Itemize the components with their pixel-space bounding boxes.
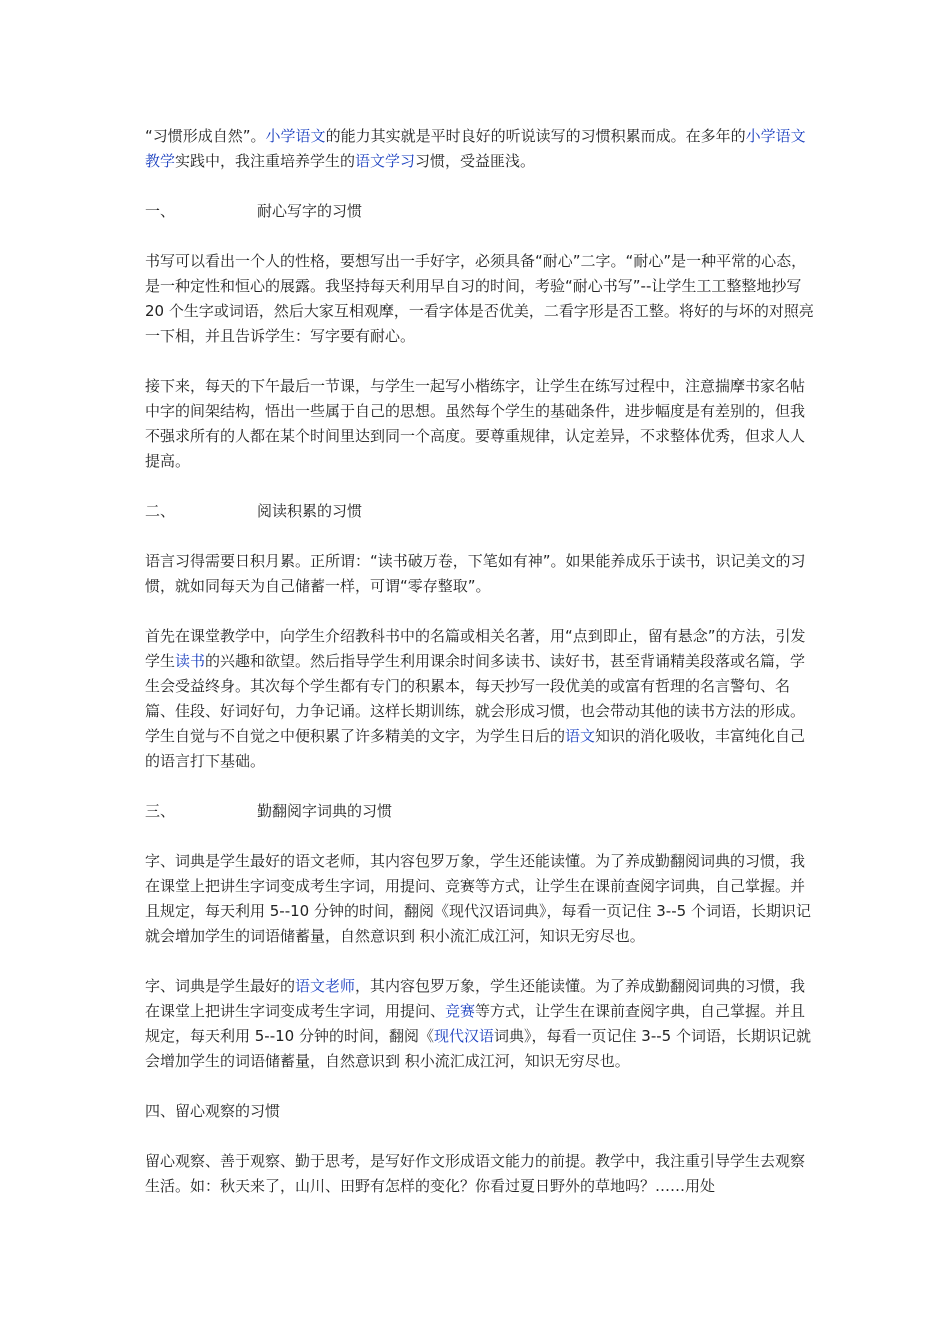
paragraph-6: 字、词典是学生最好的语文老师，其内容包罗万象，学生还能读懂。为了养成勤翻阅词典的习惯，我在课堂上把讲生字词变成考生字词，用提问、竞赛等方式，让学生在课前查阅字典，自己掌握。并且规定，每天利用 5--10 分钟的时间，翻阅《现代汉语词典》，每看一页记住 3--5 个词语，长期识记就会增加学生的词语储蓄量，自然意识到 积小流汇成江河，知识无穷尽也。 bbox=[145, 977, 811, 1070]
link-jingsai[interactable]: 竞赛 bbox=[445, 1002, 476, 1020]
paragraph-5: 字、词典是学生最好的语文老师，其内容包罗万象，学生还能读懂。为了养成勤翻阅词典的习惯，我在课堂上把讲生字词变成考生字词，用提问、竞赛等方式，让学生在课前查阅字词典，自己掌握。并且规定，每天利用 5--10 分钟的时间，翻阅《现代汉语词典》，每看一页记住 3--5 个词语，长期识记就会增加学生的词语储蓄量，自然意识到 积小流汇成江河，知识无穷尽也。 bbox=[145, 852, 811, 945]
paragraph-2: 接下来，每天的下午最后一节课，与学生一起写小楷练字，让学生在练写过程中，注意揣摩书家名帖中字的间架结构，悟出一些属于自己的思想。虽然每个学生的基础条件，进步幅度是有差别的，但我不强求所有的人都在某个时间里达到同一个高度。要尊重规律，认定差异，不求整体优秀，但求人人提高。 bbox=[145, 377, 806, 470]
intro-paragraph: “习惯形成自然”。小学语文的能力其实就是平时良好的听说读写的习惯积累而成。在多年的小学语文教学实践中，我注重培养学生的语文学习习惯，受益匪浅。 bbox=[145, 127, 806, 170]
link-xiaoxue-yuwen-jiaoxue[interactable]: 小学语文教学 bbox=[145, 127, 806, 170]
section-heading-4: 四、留心观察的习惯 bbox=[145, 1102, 281, 1120]
link-yuwen-xuexi[interactable]: 语文学习 bbox=[355, 152, 416, 170]
paragraph-3: 语言习得需要日积月累。正所谓：“读书破万卷，下笔如有神”。如果能养成乐于读书，识记美文的习惯，就如同每天为自己储蓄一样，可谓“零存整取”。 bbox=[145, 552, 806, 595]
paragraph-4: 首先在课堂教学中，向学生介绍教科书中的名篇或相关名著，用“点到即止，留有悬念”的方法，引发学生读书的兴趣和欲望。然后指导学生利用课余时间多读书、读好书，甚至背诵精美段落或名篇，学生会受益终身。其次每个学生都有专门的积累本，每天抄写一段优美的或富有哲理的名言警句、名篇、佳段、好词好句，力争记诵。这样长期训练，就会形成习惯，也会带动其他的读书方法的形成。学生自觉与不自觉之中便积累了许多精美的文字，为学生日后的语文知识的消化吸收，丰富纯化自己的语言打下基础。 bbox=[145, 627, 806, 770]
link-yuwen[interactable]: 语文 bbox=[565, 727, 596, 745]
link-dushu[interactable]: 读书 bbox=[175, 652, 206, 670]
section-heading-2: 二、 阅读积累的习惯 bbox=[145, 502, 363, 520]
paragraph-7: 留心观察、善于观察、勤于思考，是写好作文形成语文能力的前提。教学中，我注重引导学生去观察生活。如：秋天来了，山川、田野有怎样的变化？你看过夏日野外的草地吗？……用处 bbox=[145, 1152, 806, 1195]
section-heading-1: 一、 耐心写字的习惯 bbox=[145, 202, 363, 220]
paragraph-1: 书写可以看出一个人的性格，要想写出一手好字，必须具备“耐心”二字。“耐心”是一种平常的心态，是一种定性和恒心的展露。我坚持每天利用早自习的时间，考验“耐心书写”--让学生工工整整地抄写 20 个生字或词语，然后大家互相观摩，一看字体是否优美，二看字形是否工整。将好的与坏的对照亮一下相，并且告诉学生：写字要有耐心。 bbox=[145, 252, 814, 345]
link-yuwen-laoshi[interactable]: 语文老师 bbox=[295, 977, 356, 995]
document-page bbox=[145, 124, 815, 1224]
link-xiaoxue-yuwen[interactable]: 小学语文 bbox=[265, 127, 326, 145]
link-xiandai-hanyu[interactable]: 现代汉语 bbox=[434, 1027, 495, 1045]
section-heading-3: 三、 勤翻阅字词典的习惯 bbox=[145, 802, 393, 820]
